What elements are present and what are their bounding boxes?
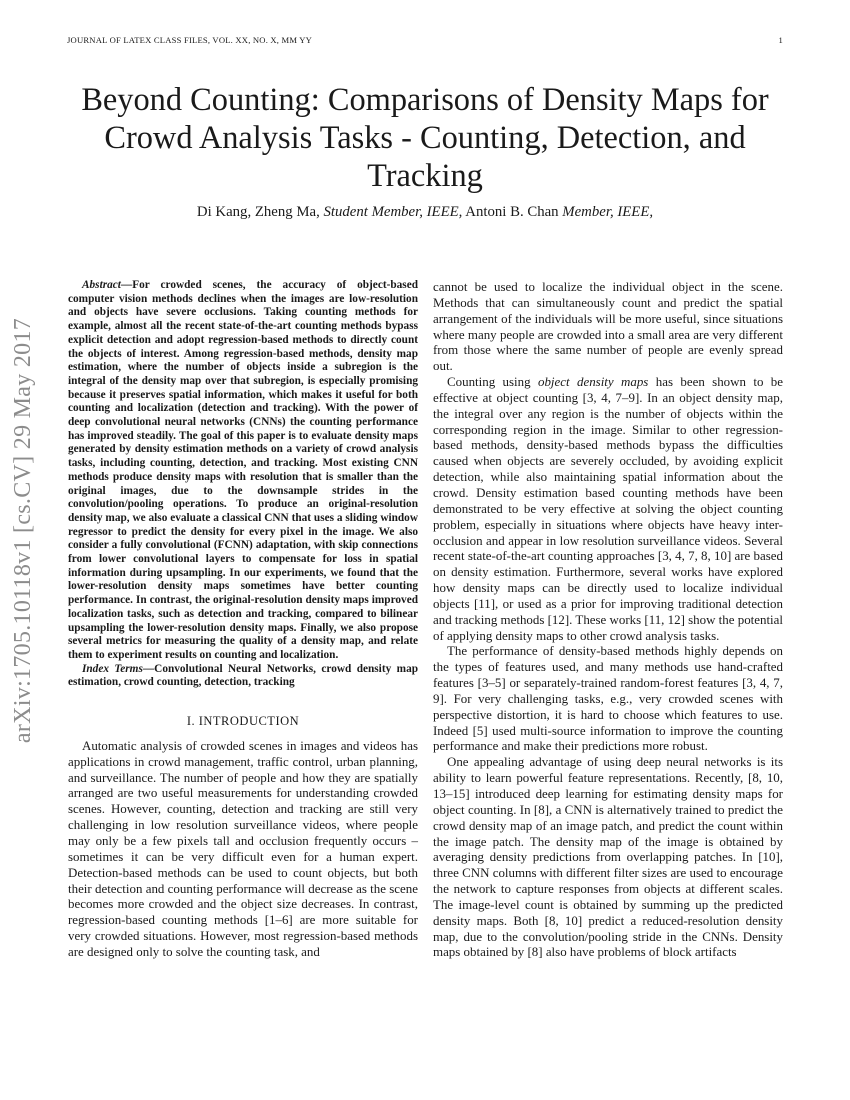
paper-title: Beyond Counting: Comparisons of Density Maps for Crowd Analysis Tasks - Counting, Detection, and Tracking	[81, 82, 769, 194]
author-role-1: Student Member, IEEE,	[323, 204, 463, 220]
intro-paragraph-3: The performance of density-based methods highly depends on the types of features used, and many methods use hand-crafted features [3–5] or separately-trained random-forest features [3, 4, 7, 9]. For very challenging tasks, e.g., very crowded scenes with perspective distortion, it is hard to choose which features to use. Indeed [5] used multi-source information to improve the counting performance and make their predictions more robust.	[433, 643, 783, 754]
index-terms	[68, 663, 418, 690]
abstract	[68, 279, 418, 663]
journal-name: JOURNAL OF LATEX CLASS FILES, VOL. XX, NO. X, MM YY	[67, 35, 313, 45]
intro-paragraph-2	[433, 374, 783, 643]
intro-paragraph-4: One appealing advantage of using deep neural networks is its ability to learn powerful feature representations. Recently, [8, 10, 13–15] introduced deep learning for estimating density maps for object counting. In [8], a CNN is alternatively trained to predict the crowd density map of an image patch, and predict the count within the image patch. The density map of the image is obtained by averaging density predictions from overlapping patches. In [10], three CNN columns with different filter sizes are used to encourage the network to capture responses from objects at different scales. The image-level count is obtained by summing up the predicted density maps. Both [8, 10] predict a reduced-resolution density map, due to the convolution/pooling stride in the CNNs. Density maps obtained by [8] also have problems of block artifacts	[433, 754, 783, 960]
right-column	[433, 279, 783, 960]
abstract-text: —For crowded scenes, the accuracy of object-based computer vision methods declines when the images are low-resolution and objects have severe occlusions. Taking counting methods for example, almost all the recent state-of-the-art counting methods bypass explicit detection and adopt regression-based methods to directly count the objects of interest. Among regression-based methods, density map estimation, where the number of objects inside a subregion is the integral of the density map over that subregion, is especially promising because it preserves spatial information, which makes it useful for both counting and localization (detection and tracking). With the power of deep convolutional neural networks (CNNs) the counting performance has improved steadily. The goal of this paper is to evaluate density maps generated by density estimation methods on a variety of crowd analysis tasks, including counting, detection, and tracking. Most existing CNN methods produce density maps with resolution that is smaller than the original images, due to the downsample strides in the convolution/pooling operations. To produce an original-resolution density map, we also evaluate a classical CNN that uses a sliding window regressor to predict the density for every pixel in the image. We also consider a fully convolutional (FCNN) adaptation, with skip connections from lower convolutional layers to compensate for loss in spatial information during upsampling. In our experiments, we found that the lower-resolution density maps sometimes have better counting performance. In contrast, the original-resolution density maps improved localization tasks, such as detection and tracking, compared to bilinear upsampling the lower-resolution density maps. Finally, we also propose several metrics for measuring the quality of a density map, and relate them to experiment results on counting and localization.	[68, 279, 418, 661]
author-line	[60, 204, 790, 221]
author-names-2: Antoni B. Chan	[465, 204, 559, 220]
arxiv-watermark	[4, 285, 44, 775]
intro-paragraph-1: Automatic analysis of crowded scenes in images and videos has applications in crowd management, traffic control, urban planning, and surveillance. The number of people and how they are spatially arranged are two useful measurements for understanding crowded scenes. However, counting, detection and tracking are still very challenging in low resolution surveillance videos, where people may only be a few pixels tall and occlusion frequently occurs – sometimes it can be very difficult even for a human expert. Detection-based methods can be used to count objects, but both their detection and counting performance will decrease as the scene becomes more crowded and the object size decreases. In contrast, regression-based counting methods [1–6] are more suitable for very crowded situations. However, most regression-based methods are designed only to solve the counting task, and	[68, 737, 418, 959]
abstract-label: Abstract	[82, 279, 121, 291]
index-terms-label: Index Terms	[82, 662, 143, 675]
intro-paragraph-1-continued: cannot be used to localize the individual object in the scene. Methods that can simultaneously count and predict the spatial arrangement of the individuals will be more useful, since situations where many people are crowded into a small area are very different from those where the same number of people are evenly spread out.	[433, 279, 783, 374]
page-number: 1	[778, 35, 783, 45]
index-terms-text: —Convolutional Neural Networks, crowd density map estimation, crowd counting, detection, tracking	[68, 662, 418, 689]
author-role-2: Member, IEEE,	[562, 204, 654, 220]
running-head	[67, 35, 783, 45]
p2-start: Counting using	[447, 374, 538, 390]
arxiv-id: arXiv:1705.10118v1 [cs.CV] 29 May 2017	[10, 317, 37, 743]
author-names-1: Di Kang, Zheng Ma,	[196, 204, 320, 220]
p2-emphasis: object density maps	[537, 374, 649, 390]
section-heading: I. INTRODUCTION	[186, 714, 300, 729]
left-column	[68, 279, 418, 960]
p2-rest: has been shown to be effective at object counting [3, 4, 7–9]. In an object density map, the integral over any region is the number of objects within the corresponding region in the image. Similar to other regression-based methods, density-based methods bypass the difficulties caused when objects are severely occluded, by avoiding explicit detection, while also maintaining spatial information about the crowd. Density estimation based counting methods have been demonstrated to be very effective at solving the object counting problem, especially in situations where objects have heavy inter-occlusion and appear in low resolution surveillance videos. Several recent state-of-the-art counting approaches [3, 4, 7, 8, 10] are based on density estimation. Furthermore, several works have explored how density maps can be directly used to localize individual objects [11], or used as a prior for improving traditional detection and tracking methods [12]. These works [11, 12] show the potential of applying density maps to other crowd analysis tasks.	[433, 374, 784, 643]
